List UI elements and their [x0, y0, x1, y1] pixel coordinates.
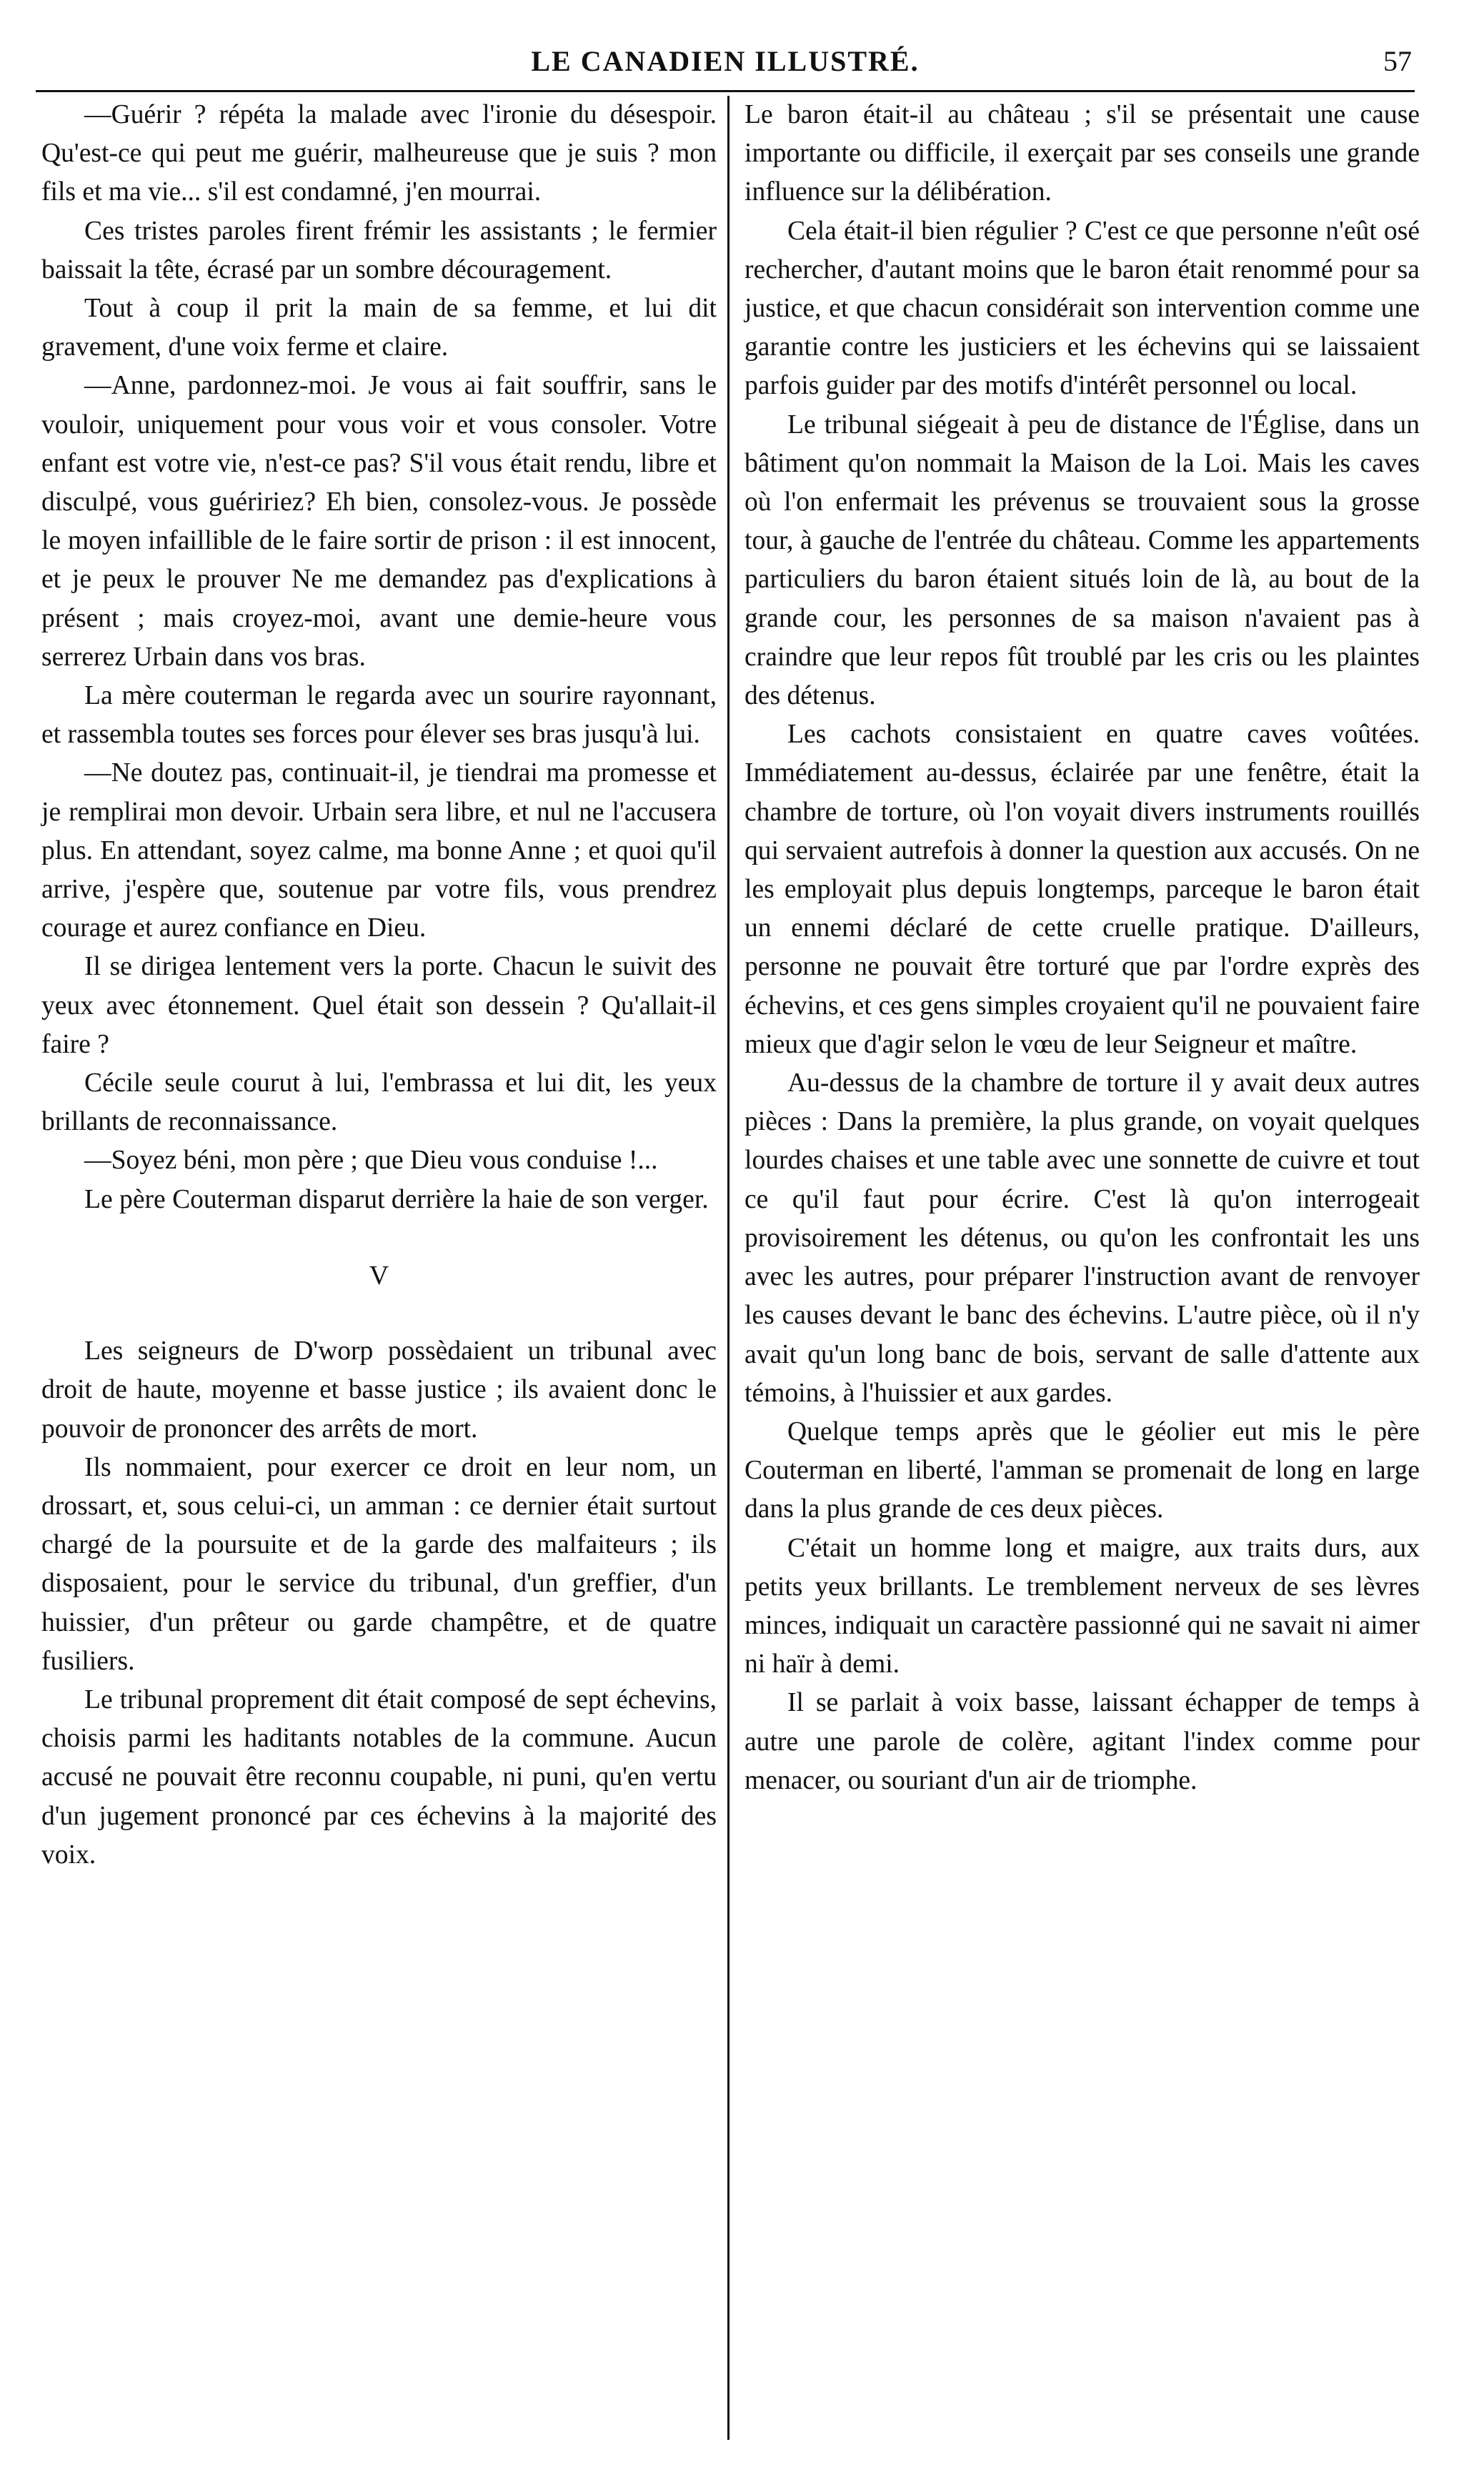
paragraph: —Soyez béni, mon père ; que Dieu vous conduise !... — [84, 1146, 658, 1176]
paragraph: Le tribunal siégeait à peu de distance de l'Église, dans un bâtiment qu'on nommait la Maison de la Loi. Mais les caves où l'on enfermait les prévenus se trouvaient sous la grosse tour, à gauche de l'entrée du château. Comme les appartements particuliers du baron étaient situés loin de là, au bout de la grande cour, les personnes de sa maison n'avaient pas à craindre que leur repos fût troublé par les cris ou les plaintes des détenus. — [745, 409, 1420, 711]
section-heading: V — [369, 1260, 389, 1291]
newspaper-page — [36, 34, 1420, 2450]
paragraph: Cela était-il bien régulier ? C'est ce que personne n'eût osé rechercher, d'autant moins que le baron était renommé pour sa justice, et que chacun considérait son intervention comme une garantie contre les justiciers et les échevins qui se laissaient parfois guider par des motifs d'intérêt personnel ou local. — [745, 216, 1420, 401]
paragraph: La mère couterman le regarda avec un sourire rayonnant, et rassembla toutes ses forces pour élever ses bras jusqu'à lui. — [41, 681, 717, 750]
paragraph: Il se dirigea lentement vers la porte. Chacun le suivit des yeux avec étonnement. Quel était son dessein ? Qu'allait-il faire ? — [41, 952, 717, 1059]
paragraph: Ils nommaient, pour exercer ce droit en leur nom, un drossart, et, sous celui-ci, un amman : ce dernier était surtout chargé de la poursuite et de la garde des malfaiteurs ; ils disposaient, pour le service du tribunal, d'un greffier, d'un huissier, d'un prêteur ou garde champêtre, et de quatre fusiliers. — [41, 1452, 717, 1676]
paragraph: Le père Couterman disparut derrière la haie de son verger. — [84, 1184, 709, 1214]
left-column — [41, 96, 717, 1875]
page-number: 57 — [1383, 45, 1412, 77]
text-columns — [36, 96, 1420, 2450]
paragraph: Le tribunal proprement dit était composé de sept échevins, choisis parmi les haditants notables de la commune. Aucun accusé ne pouvait être reconnu coupable, ni puni, qu'en vertu d'un jugement prononcé par ces échevins à la majorité des voix. — [41, 1684, 717, 1870]
paragraph: C'était un homme long et maigre, aux traits durs, aux petits yeux brillants. Le tremblement nerveux de ses lèvres minces, indiquait un caractère passionné qui ne savait ni aimer ni haïr à demi. — [745, 1533, 1420, 1679]
right-column — [745, 96, 1420, 1800]
paragraph: —Anne, pardonnez-moi. Je vous ai fait souffrir, sans le vouloir, uniquement pour vous voir et vous consoler. Votre enfant est votre vie, n'est-ce pas? S'il vous était rendu, libre et disculpé, vous guéririez? Eh bien, consolez-vous. Je possède le moyen infaillible de le faire sortir de prison : il est innocent, et je peux le prouver Ne me demandez pas d'explications à présent ; mais croyez-moi, avant une demie-heure vous serrerez Urbain dans vos bras. — [41, 371, 717, 672]
paragraph: Quelque temps après que le géolier eut mis le père Couterman en liberté, l'amman se promenait de long en large dans la plus grande de ces deux pièces. — [745, 1416, 1420, 1524]
paragraph: —Ne doutez pas, continuait-il, je tiendrai ma promesse et je remplirai mon devoir. Urbain sera libre, et nul ne l'accusera plus. En attendant, soyez calme, ma bonne Anne ; et quoi qu'il arrive, j'espère que, soutenue par votre fils, vous prendrez courage et aurez confiance en Dieu. — [41, 758, 717, 943]
paragraph: Les cachots consistaient en quatre caves voûtées. Immédiatement au-dessus, éclairée par une fenêtre, était la chambre de torture, où l'on voyait divers instruments rouillés qui servaient autrefois à donner la question aux accusés. On ne les employait plus depuis longtemps, parceque le baron était un ennemi déclaré de cette cruelle pratique. D'ailleurs, personne ne pouvait être torturé que par l'ordre exprès des échevins, et ces gens simples croyaient qu'il ne pouvaient faire mieux que d'agir selon le vœu de leur Seigneur et maître. — [745, 720, 1420, 1059]
paragraph: —Guérir ? répéta la malade avec l'ironie du désespoir. Qu'est-ce qui peut me guérir, malheureuse que je suis ? mon fils et ma vie... s'il est condamné, j'en mourrai. — [41, 100, 717, 207]
page-header — [36, 34, 1415, 92]
paragraph: Tout à coup il prit la main de sa femme, et lui dit gravement, d'une voix ferme et claire. — [41, 294, 717, 362]
paragraph: Les seigneurs de D'worp possèdaient un tribunal avec droit de haute, moyenne et basse justice ; ils avaient donc le pouvoir de prononcer des arrêts de mort. — [41, 1336, 717, 1444]
paragraph: Ces tristes paroles firent frémir les assistants ; le fermier baissait la tête, écrasé par un sombre découragement. — [41, 216, 717, 284]
paragraph: Il se parlait à voix basse, laissant échapper de temps à autre une parole de colère, agitant l'index comme pour menacer, ou souriant d'un air de triomphe. — [745, 1688, 1420, 1795]
paragraph: Cécile seule courut à lui, l'embrassa et lui dit, les yeux brillants de reconnaissance. — [41, 1068, 717, 1137]
column-divider — [727, 96, 729, 2440]
paragraph: Au-dessus de la chambre de torture il y avait deux autres pièces : Dans la première, la plus grande, on voyait quelques lourdes chaises et une table avec une sonnette de cuivre et tout ce qu'il faut pour écrire. C'est là qu'on interrogeait provisoirement les détenus, ou qu'on les confrontait les uns avec les autres, pour préparer l'instruction avant de renvoyer les causes devant le banc des échevins. L'autre pièce, où il n'y avait qu'un long banc de bois, servant de salle d'attente aux témoins, à l'huissier et aux gardes. — [745, 1068, 1420, 1408]
paragraph: Le baron était-il au château ; s'il se présentait une cause importante ou difficile, il exerçait par ses conseils une grande influence sur la délibération. — [745, 100, 1420, 207]
publication-title: LE CANADIEN ILLUSTRÉ. — [531, 45, 920, 77]
